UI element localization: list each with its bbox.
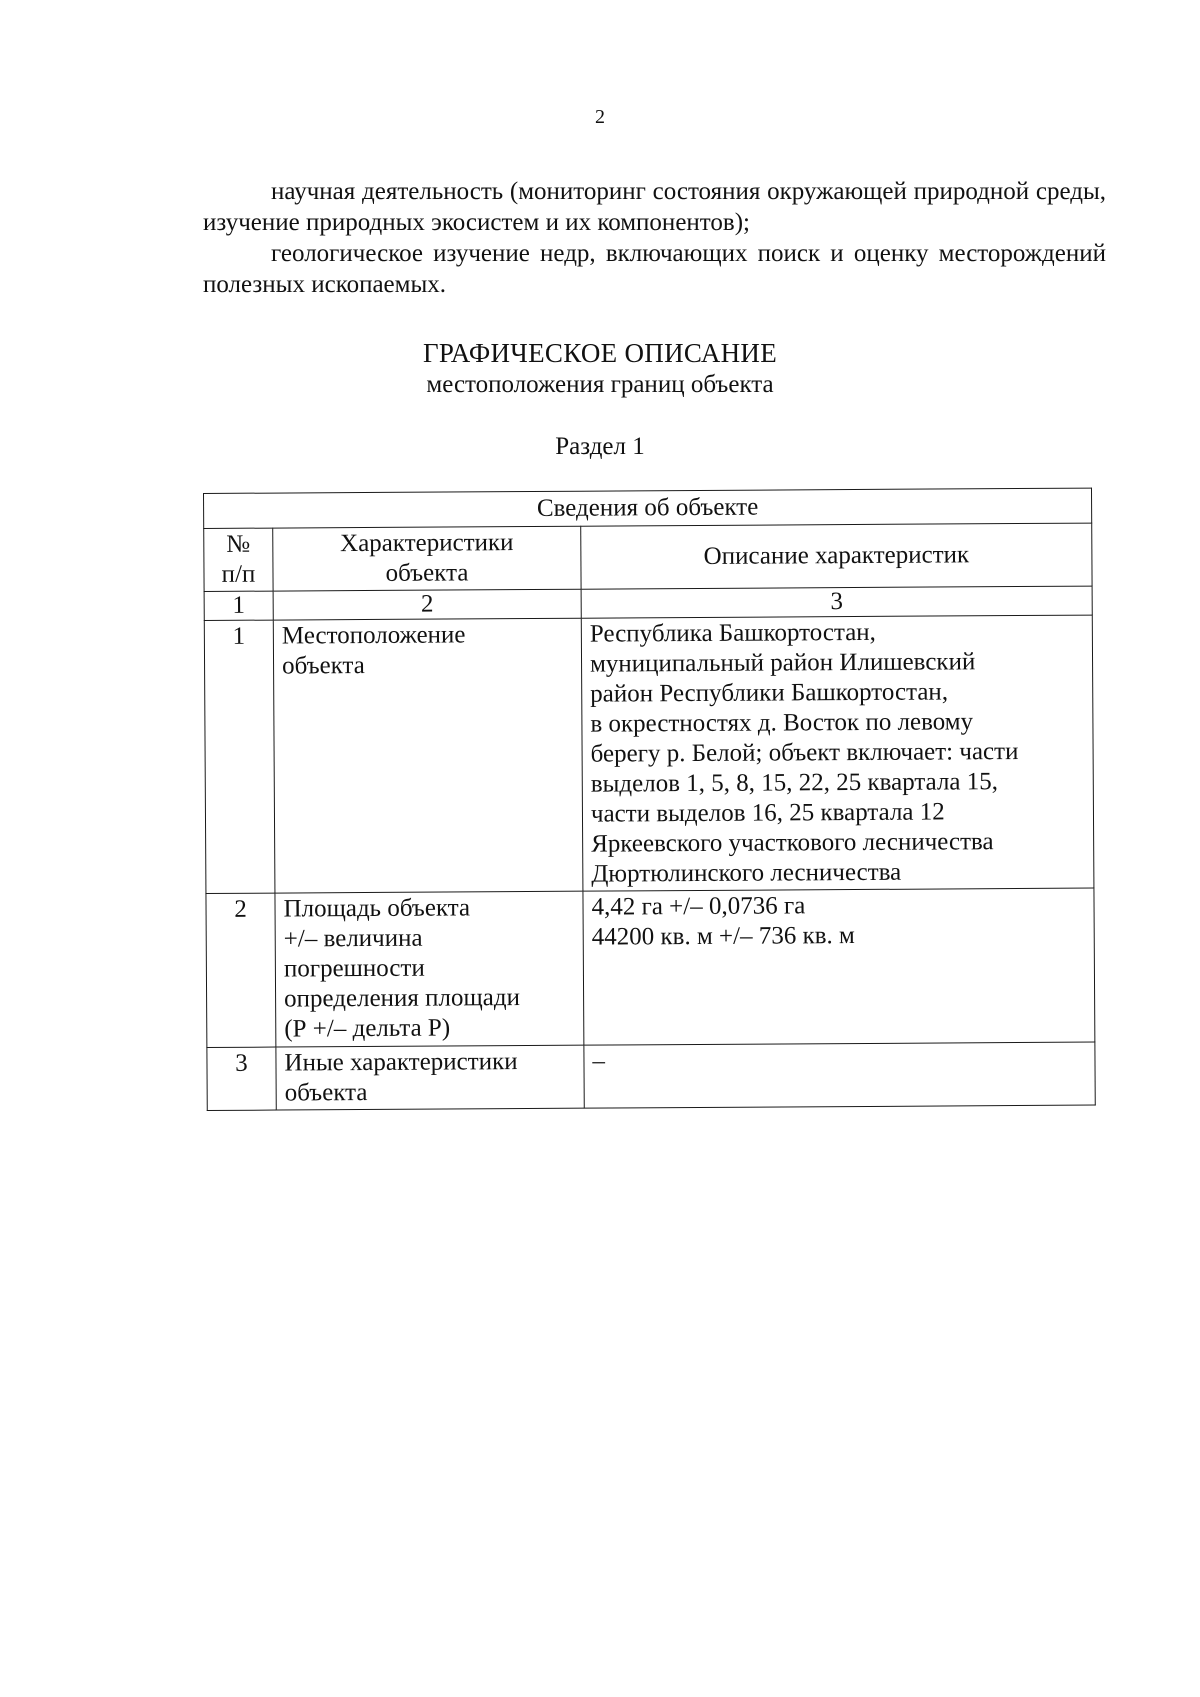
description-line: берегу р. Белой; объект включает: части bbox=[590, 738, 1019, 768]
row-characteristic bbox=[276, 1045, 584, 1110]
document-subtitle: местоположения границ объекта bbox=[426, 371, 774, 398]
characteristic-line: Местоположение bbox=[281, 621, 466, 650]
header-characteristics bbox=[273, 526, 581, 591]
row-description bbox=[584, 1042, 1095, 1108]
characteristic-line: (Р +/– дельта Р) bbox=[284, 1014, 451, 1043]
header-description: Описание характеристик bbox=[581, 523, 1092, 589]
index-cell: 2 bbox=[273, 589, 581, 620]
description-line: муниципальный район Илишевский bbox=[589, 648, 976, 678]
page-number: 2 bbox=[595, 106, 605, 128]
index-cell: 3 bbox=[581, 586, 1092, 618]
header-characteristics-line1: Характеристики bbox=[340, 529, 514, 558]
document-title: ГРАФИЧЕСКОЕ ОПИСАНИЕ bbox=[422, 338, 778, 368]
table-row-other bbox=[207, 1042, 1095, 1110]
paragraph-geological-study: геологическое изучение недр, включающих поиск и оценку месторождений полезных ископаемых. bbox=[203, 240, 1106, 298]
header-characteristics-line2: объекта bbox=[385, 559, 469, 587]
row-number: 3 bbox=[207, 1047, 276, 1110]
table-header-row bbox=[204, 523, 1092, 591]
index-cell: 1 bbox=[204, 591, 273, 620]
characteristic-line: погрешности bbox=[283, 954, 425, 983]
header-number bbox=[204, 528, 273, 591]
characteristic-line: Площадь объекта bbox=[283, 894, 471, 923]
row-characteristic bbox=[273, 618, 583, 893]
characteristic-line: Иные характеристики bbox=[284, 1048, 518, 1077]
description-line: части выделов 16, 25 квартала 12 bbox=[590, 798, 945, 828]
header-number-line2: п/п bbox=[221, 560, 256, 588]
description-line: 4,42 га +/– 0,0736 га bbox=[591, 892, 806, 921]
table-caption: Сведения об объекте bbox=[204, 488, 1092, 528]
row-description bbox=[581, 615, 1094, 891]
table-row-area bbox=[206, 888, 1095, 1047]
table-caption-row bbox=[204, 488, 1092, 528]
characteristic-line: определения площади bbox=[284, 984, 521, 1013]
description-line: выделов 1, 5, 8, 15, 22, 25 квартала 15, bbox=[590, 768, 999, 798]
row-number: 2 bbox=[206, 893, 276, 1047]
row-number: 1 bbox=[204, 620, 275, 893]
description-line: – bbox=[592, 1047, 606, 1075]
row-description bbox=[583, 888, 1095, 1045]
characteristic-line: объекта bbox=[281, 652, 365, 680]
description-line: 44200 кв. м +/– 736 кв. м bbox=[591, 922, 855, 951]
header-number-line1: № bbox=[226, 530, 251, 558]
section-label: Раздел 1 bbox=[555, 433, 645, 460]
description-line: район Республики Башкортостан, bbox=[590, 678, 949, 708]
description-line: Республика Башкортостан, bbox=[589, 618, 876, 648]
object-info-table bbox=[203, 488, 1096, 1111]
characteristic-line: +/– величина bbox=[283, 924, 423, 953]
description-line: Дюртюлинского лесничества bbox=[591, 858, 902, 888]
description-line: в окрестностях д. Восток по левому bbox=[590, 708, 974, 738]
paragraph-scientific-activity: научная деятельность (мониторинг состояния окружающей природной среды, изучение природных экосистем и их компонентов); bbox=[203, 178, 1106, 236]
row-characteristic bbox=[275, 891, 584, 1047]
description-line: Яркеевского участкового лесничества bbox=[591, 828, 994, 858]
characteristic-line: объекта bbox=[284, 1079, 368, 1107]
table-row-location bbox=[204, 615, 1094, 893]
